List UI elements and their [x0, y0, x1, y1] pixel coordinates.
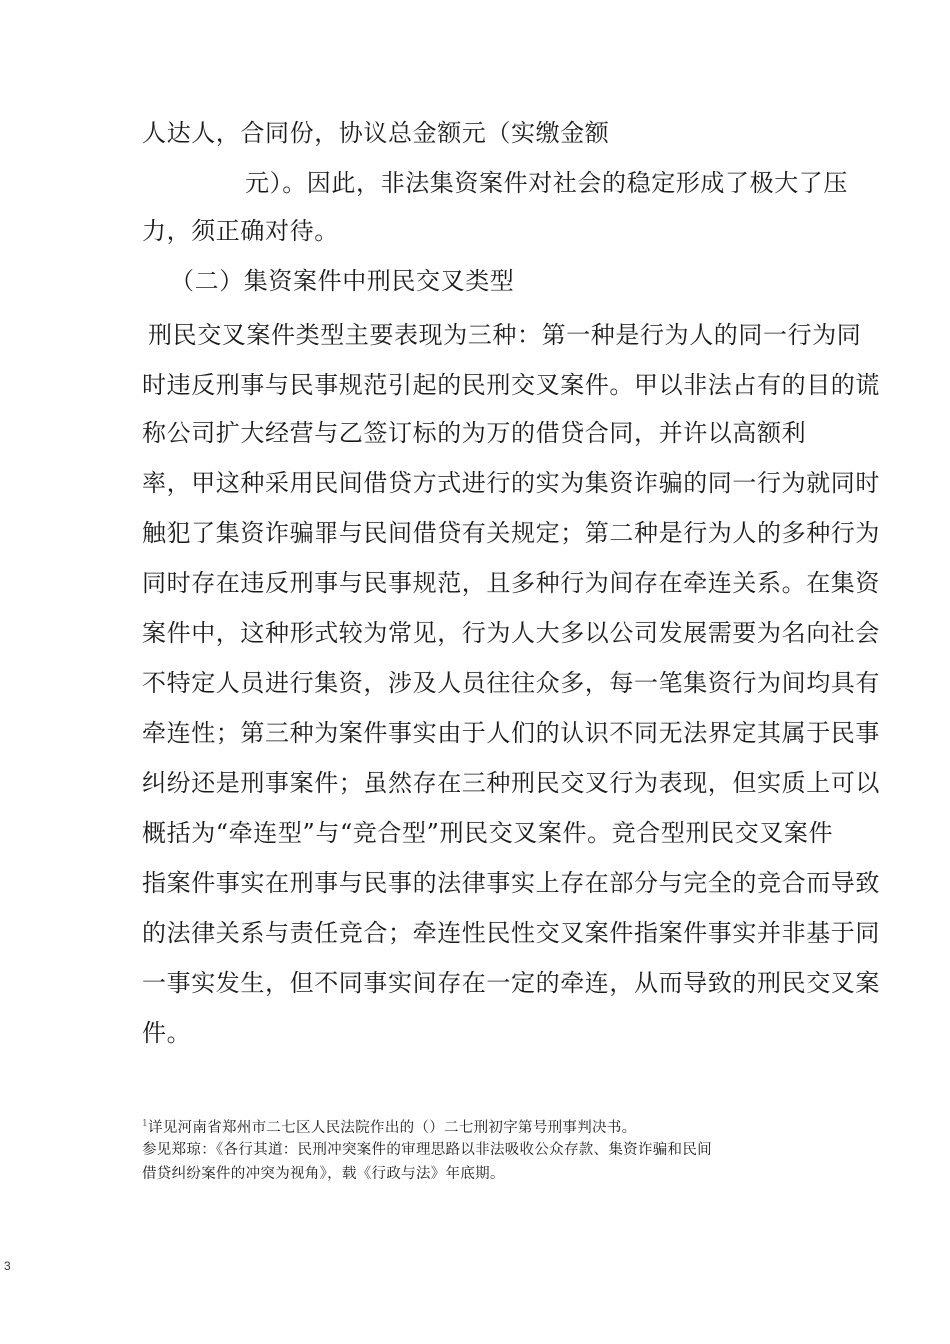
- body-line-5: 刑民交叉案件类型主要表现为三种：第一种是行为人的同一行为同: [148, 321, 862, 349]
- body-line-9: 触犯了集资诈骗罪与民间借贷有关规定；第二种是行为人的多种行为: [142, 519, 880, 547]
- body-line-3: 力，须正确对待。: [142, 217, 339, 245]
- body-line-14: 纠纷还是刑事案件；虽然存在三种刑民交叉行为表现，但实质上可以: [142, 769, 880, 797]
- footnote-marker: 1: [142, 1119, 149, 1129]
- body-line-16: 指案件事实在刑事与民事的法律事实上存在部分与完全的竞合而导致: [142, 869, 880, 897]
- body-line-6: 时违反刑事与民事规范引起的民刑交叉案件。甲以非法占有的目的谎: [142, 371, 880, 399]
- footnote-2-line-2: 借贷纠纷案件的冲突为视角》，载《行政与法》年底期。: [142, 1166, 505, 1182]
- body-line-17: 的法律关系与责任竞合；牵连性民性交叉案件指案件事实并非基于同: [142, 919, 880, 947]
- body-line-12: 不特定人员进行集资，涉及人员往往众多，每一笔集资行为间均具有: [142, 669, 880, 697]
- body-line-18: 一事实发生，但不同事实间存在一定的牵连，从而导致的刑民交叉案: [142, 969, 880, 997]
- body-line-13: 牵连性；第三种为案件事实由于人们的认识不同无法界定其属于民事: [142, 719, 880, 747]
- footnote-1: [142, 1114, 636, 1138]
- body-line-8: 率，甲这种采用民间借贷方式进行的实为集资诈骗的同一行为就同时: [142, 469, 880, 497]
- footnote-1-text: 详见河南省郑州市二七区人民法院作出的（）二七刑初字第号刑事判决书。: [148, 1119, 637, 1136]
- body-line-11: 案件中，这种形式较为常见，行为人大多以公司发展需要为名向社会: [142, 619, 880, 647]
- body-line-7: 称公司扩大经营与乙签订标的为万的借贷合同，并许以高额利: [142, 419, 807, 447]
- footnote-2-line-1: 参见郑琼：《各行其道：民刑冲突案件的审理思路以非法吸收公众存款、集资诈骗和民间: [142, 1142, 712, 1158]
- body-line-15: 概括为“牵连型”与“竞合型”刑民交叉案件。竞合型刑民交叉案件: [142, 819, 834, 847]
- section-heading: （二）集资案件中刑民交叉类型: [170, 267, 515, 295]
- body-line-19: 件。: [142, 1019, 192, 1047]
- page-number: 3: [4, 1259, 11, 1273]
- body-line-10: 同时存在违反刑事与民事规范，且多种行为间存在牵连关系。在集资: [142, 569, 880, 597]
- body-line-1: 人达人，合同份，协议总金额元（实缴金额: [142, 119, 610, 147]
- body-line-2: 元）。因此，非法集资案件对社会的稳定形成了极大了压: [245, 169, 848, 197]
